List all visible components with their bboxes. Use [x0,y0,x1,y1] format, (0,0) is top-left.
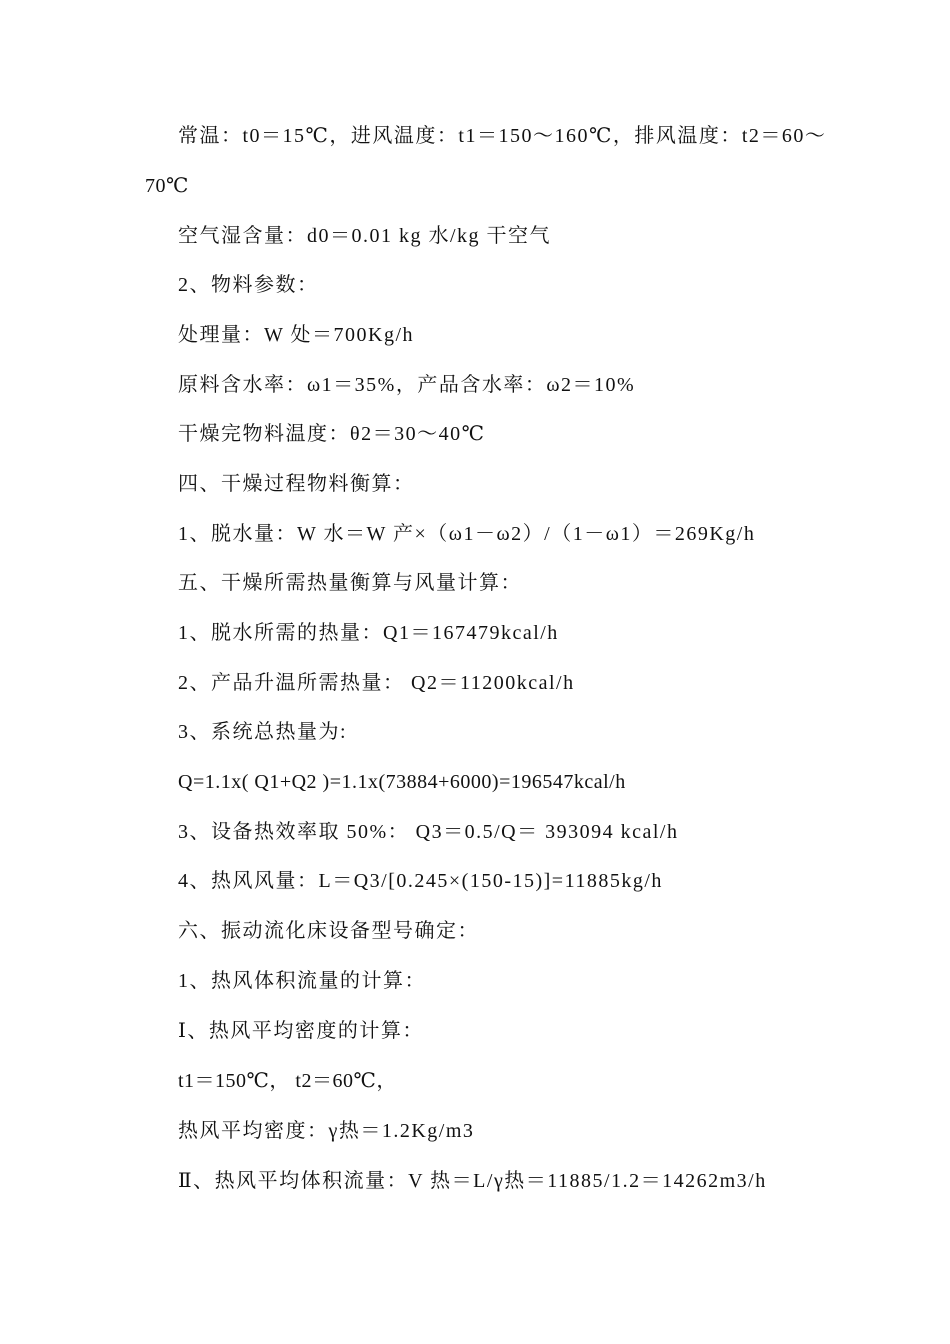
text-line-total-heat-label: 3、系统总热量为: [178,721,348,743]
text-line-product-temp: 干燥完物料温度：θ2＝30～40℃ [178,423,486,445]
text-line-ambient-temp-cont: 70℃ [145,175,189,197]
text-line-throughput: 处理量：W 处＝700Kg/h [178,324,415,346]
text-line-q3: 3、设备热效率取 50%： Q3＝0.5/Q＝ 393094 kcal/h [178,821,679,843]
text-line-total-heat-formula: Q=1.1x( Q1+Q2 )=1.1x(73884+6000)=196547kcal/h [178,771,626,793]
section-heading-equipment-model: 六、振动流化床设备型号确定： [178,920,479,942]
text-line-dehydration: 1、脱水量：W 水＝W 产×（ω1－ω2）/（1－ω1）＝269Kg/h [178,523,756,545]
text-line-density-heading: Ⅰ、热风平均密度的计算： [178,1020,424,1042]
text-line-q2: 2、产品升温所需热量： Q2＝11200kcal/h [178,672,575,694]
text-line-volume-flow-heading: 1、热风体积流量的计算： [178,970,426,992]
text-line-air-volume: 4、热风风量：L＝Q3/[0.245×(150-15)]=11885kg/h [178,870,663,892]
text-line-density: 热风平均密度：γ热＝1.2Kg/m3 [178,1120,475,1142]
section-heading-mass-balance: 四、干燥过程物料衡算： [178,473,415,495]
text-line-air-humidity: 空气湿含量：d0＝0.01 kg 水/kg 干空气 [178,225,552,247]
text-line-q1: 1、脱水所需的热量：Q1＝167479kcal/h [178,622,559,644]
text-line-moisture-content: 原料含水率：ω1＝35%，产品含水率：ω2＝10% [178,374,636,396]
text-line-ambient-temp: 常温：t0＝15℃，进风温度：t1＝150～160℃，排风温度：t2＝60～ [178,125,827,147]
section-heading-material-params: 2、物料参数： [178,274,319,296]
text-line-volume-flow: Ⅱ、热风平均体积流量：V 热＝L/γ热＝11885/1.2＝14262m3/h [178,1170,767,1192]
section-heading-heat-balance: 五、干燥所需热量衡算与风量计算： [178,572,522,594]
text-line-temperatures: t1＝150℃， t2＝60℃， [178,1070,397,1092]
